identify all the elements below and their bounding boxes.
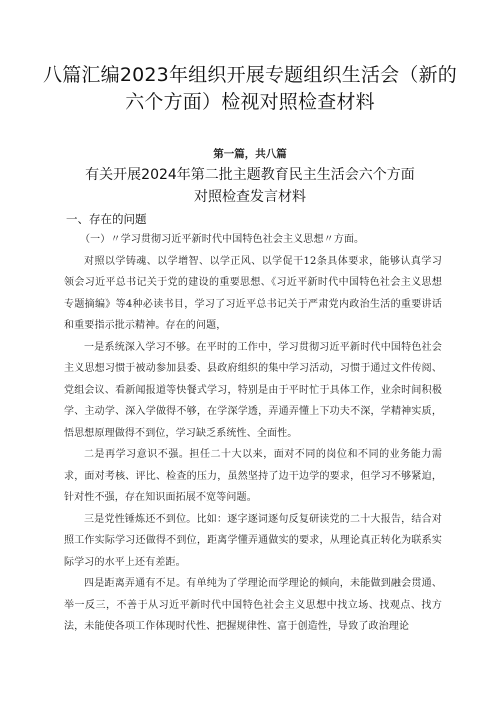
document-subtitle <box>40 164 460 208</box>
part-label: 第一篇，共八篇 <box>213 148 287 160</box>
paragraph: （一）〃学习贯彻习近平新时代中国特色社会主义思想〃方面。 <box>80 234 365 245</box>
subtitle-line-2: 对照检查发言材料 <box>194 189 306 205</box>
subtitle-line-1: 有关开展2024年第二批主题教育民主生活会六个方面 <box>85 167 415 183</box>
paragraph: 四是距离弄通有不足。有单纯为了学理论而学理论的倾向，未能做到融会贯通、举一反三，不善于从习近平新时代中国特色社会主义思想中找立场、找观点、找方法，未能使各项工作体现时代性、把握规律性、富于创造性，导致了政治理论 <box>64 578 442 632</box>
document-main-title: 八篇汇编2023年组织开展专题组织生活会（新的六个方面）检视对照检查材料 <box>43 64 457 113</box>
paragraph: 对照以学铸魂、以学增智、以学正风、以学促干12条具体要求，能够认真学习领会习近平总书记关于党的建设的重要思想、《习近平新时代中国特色社会主义思想专题摘编》等4种必读书目，学习了习近平总书记关于严肃党内政治生活的重要讲话和重要指示批示精神。存在的问题， <box>64 255 442 331</box>
section-heading: 一、存在的问题 <box>66 212 147 226</box>
paragraph: 二是再学习意识不强。担任二十大以来，面对不同的岗位和不同的业务能力需求，面对考核、评比、检查的压力，虽然坚持了边干边学的要求，但学习不够紧迫，针对性不强，存在知识面拓展不宽等问题。 <box>64 449 442 503</box>
paragraph: 三是党性锤炼还不到位。比如：逐字逐词逐句反复研读党的二十大报告，结合对照工作实际学习还做得不到位，距离学懂弄通做实的要求，从理论真正转化为联系实际学习的水平上还有差距。 <box>64 513 442 568</box>
paragraph: 一是系统深入学习不够。在平时的工作中，学习贯彻习近平新时代中国特色社会主义思想习惯于被动参加县委、县政府组织的集中学习活动，习惯于通过文件传阅、党组会议、看新闻报道等快餐式学习，特别是由于平时忙于具体工作，业余时间积极学、主动学、深入学做得不够，在学深学透，弄通弄懂上下功夫不深，学精神实质，悟思想原理做得不到位，学习缺乏系统性、全面性。 <box>64 341 442 439</box>
body-text <box>64 229 442 638</box>
